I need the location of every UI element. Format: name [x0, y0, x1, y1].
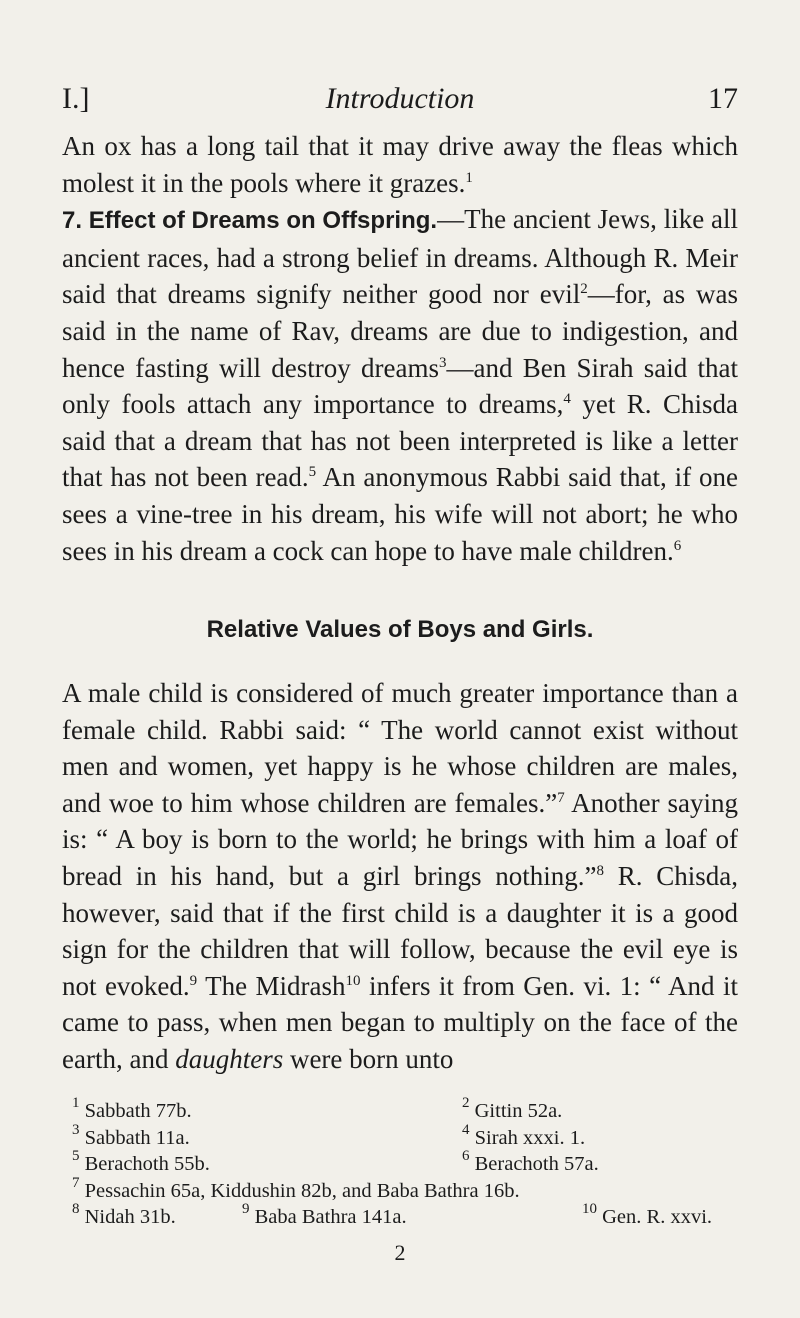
footnote-ref: 8	[596, 862, 604, 879]
footnote-ref: 7	[557, 789, 565, 806]
footnote-row	[62, 1201, 752, 1231]
main-text	[62, 128, 738, 569]
footnotes	[62, 1095, 752, 1231]
text-run: —for, as was said in the name of Rav, dreams are due to indigestion, and hence fasting will destroy dreams	[62, 279, 738, 383]
signature-mark: 2	[394, 1240, 406, 1265]
footnote-number: 9	[242, 1201, 250, 1217]
footnote-row	[62, 1121, 752, 1152]
footnote-ref: 4	[563, 391, 571, 408]
running-title: Introduction	[325, 82, 475, 115]
footnote-number: 5	[72, 1148, 80, 1164]
footnote-ref: 2	[580, 281, 588, 298]
footnote-number: 6	[462, 1148, 470, 1164]
emphasis: daughters	[175, 1043, 284, 1074]
footnote-5	[72, 1148, 210, 1178]
footnote-row	[62, 1174, 752, 1205]
running-header	[62, 82, 738, 122]
subheading: Relative Values of Boys and Girls.	[206, 616, 594, 643]
footnote-3	[72, 1121, 190, 1152]
footnote-ref: 9	[189, 972, 198, 989]
footnote-row	[62, 1148, 752, 1178]
footnote-number: 3	[72, 1121, 80, 1138]
chapter-marker: I.]	[62, 82, 90, 115]
main-text-continued	[62, 648, 738, 1105]
paragraph-boys-girls	[62, 675, 738, 1078]
footnote-2	[462, 1095, 563, 1125]
footnote-row	[62, 1095, 752, 1125]
footnote-ref: 1	[465, 169, 473, 186]
footnote-ref: 5	[308, 464, 317, 481]
footnote-8	[72, 1201, 176, 1231]
footnote-number: 1	[72, 1095, 80, 1111]
footnote-10	[582, 1201, 713, 1231]
footnote-text: Nidah 31b.	[84, 1206, 176, 1228]
text-run: infers it from Gen. vi. 1: “ And it came to pass, when men began to multiply on the face of the earth, and	[62, 970, 738, 1074]
footnote-9	[242, 1201, 407, 1231]
text-run: The Midrash	[197, 970, 346, 1001]
text-run: yet R. Chisda said that a dream that has not been interpreted is like a letter that has not been read.	[62, 389, 739, 493]
footnote-text: Berachoth 55b.	[84, 1153, 210, 1175]
text-run: R. Chisda, however, said that if the first child is a daughter it is a good sign for the children that will follow, because the evil eye is not evoked.	[62, 860, 739, 1001]
section-heading: 7. Effect of Dreams on Offspring.	[62, 207, 438, 235]
text-run: A male child is considered of much greater importance than a female child. Rabbi said: “ The world cannot exist without men and women, yet happy is he whose children are males, and woe to him whose children are females.”	[62, 678, 738, 818]
footnote-ref: 3	[438, 354, 447, 371]
text-run: An ox has a long tail that it may drive away the fleas which molest it in the pools where it grazes.	[62, 131, 738, 198]
text-run: An anonymous Rabbi said that, if one sees a vine-tree in his dream, his wife will not abort; he who sees in his dream a cock can hope to have male children.	[62, 462, 739, 566]
footnote-text: Sirah xxxi. 1.	[474, 1126, 586, 1149]
footnote-text: Gen. R. xxvi.	[602, 1206, 713, 1228]
footnote-text: Sabbath 77b.	[84, 1100, 192, 1122]
footnote-text: Berachoth 57a.	[474, 1153, 599, 1175]
text-run: —The ancient Jews, like all ancient races, had a strong belief in dreams. Although R. Meir said that dreams signify neither good nor evil	[62, 204, 739, 310]
footnote-text: Sabbath 11a.	[84, 1126, 190, 1149]
footnote-number: 10	[582, 1201, 597, 1217]
paragraph-ox	[62, 128, 738, 201]
footnote-number: 4	[462, 1121, 470, 1138]
footnote-ref: 6	[673, 537, 682, 554]
text-run: Another saying is: “ A boy is born to the world; he brings with him a loaf of bread in his hand, but a girl brings nothing.”	[62, 787, 738, 891]
page-number: 17	[708, 82, 738, 115]
footnote-number: 8	[72, 1201, 80, 1217]
text-run: were born unto	[283, 1043, 454, 1074]
footnote-1	[72, 1095, 192, 1125]
footnote-text: Pessachin 65a, Kiddushin 82b, and Baba Bathra 16b.	[84, 1179, 520, 1202]
footnote-number: 2	[462, 1095, 470, 1111]
footnote-ref: 10	[345, 972, 361, 989]
footnote-7	[72, 1174, 520, 1205]
paragraph-dreams	[62, 201, 738, 569]
footnote-4	[462, 1121, 586, 1152]
footnote-text: Gittin 52a.	[474, 1100, 563, 1122]
footnote-6	[462, 1148, 599, 1178]
footnote-number: 7	[72, 1174, 80, 1191]
text-run: —and Ben Sirah said that only fools attach any importance to dreams,	[62, 352, 738, 420]
footnote-text: Baba Bathra 141a.	[254, 1206, 407, 1228]
